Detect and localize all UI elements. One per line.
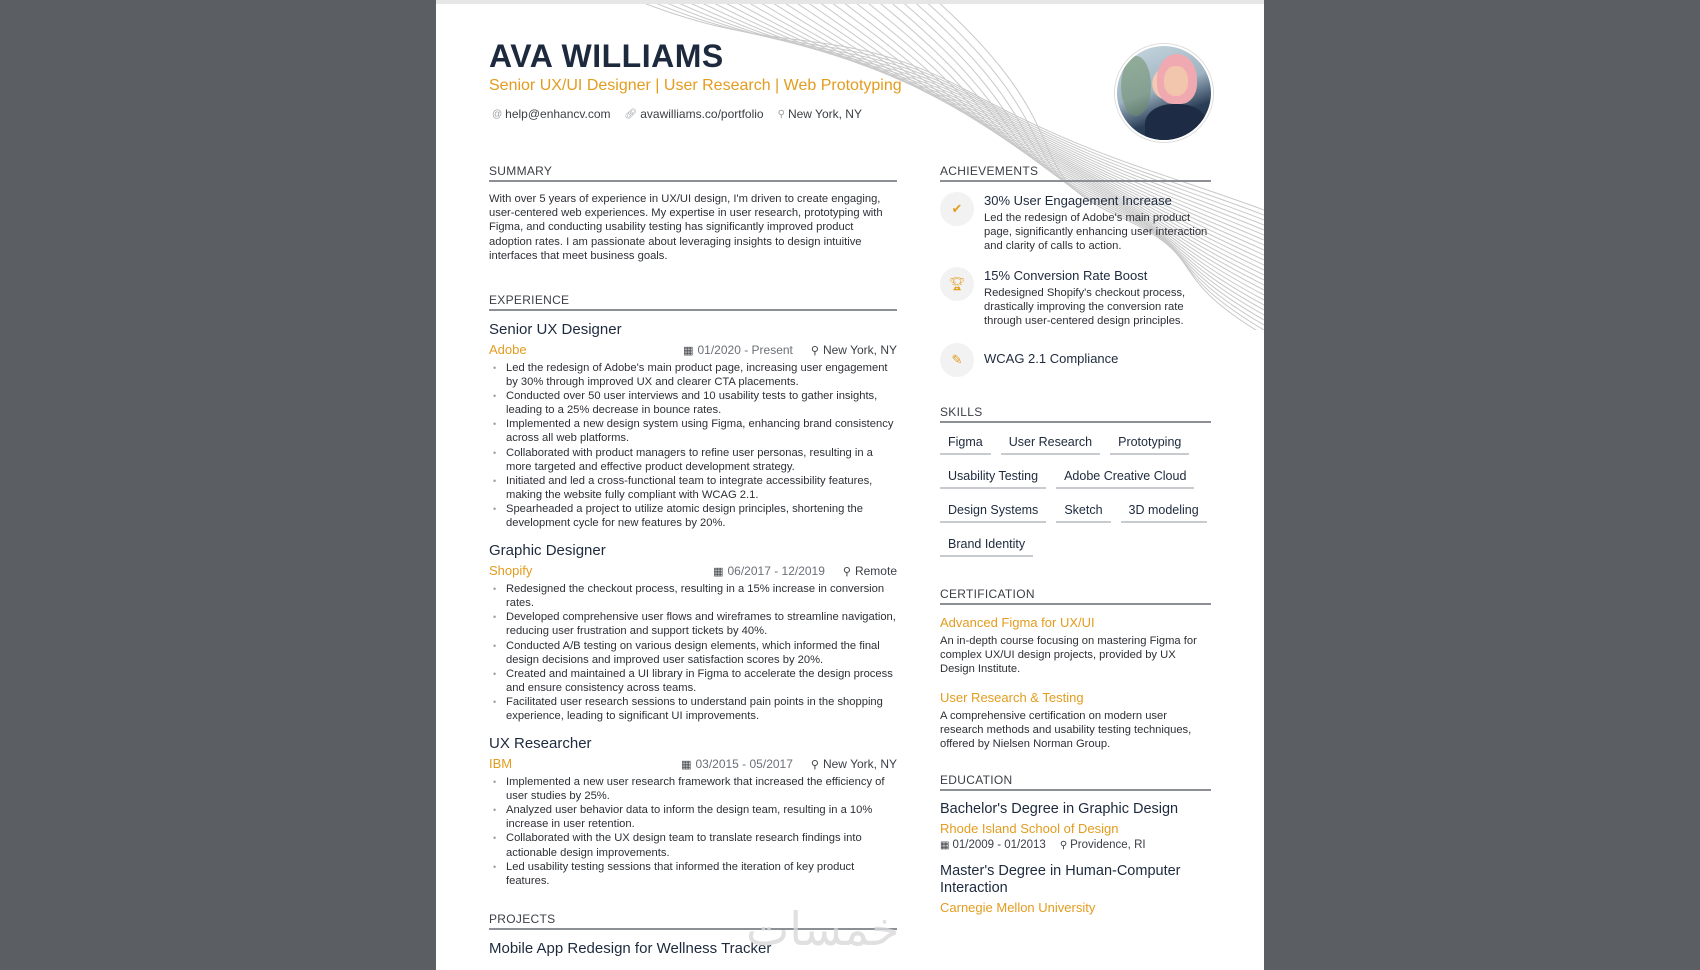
job-meta <box>489 342 897 357</box>
candidate-headline: Senior UX/UI Designer | User Research | Web Prototyping <box>489 77 902 94</box>
achievement-title: 15% Conversion Rate Boost <box>984 268 1148 284</box>
job-entry <box>489 542 897 723</box>
at-icon: @ <box>492 108 503 120</box>
education-dates-text: 01/2009 - 01/2013 <box>952 839 1046 852</box>
job-location <box>811 757 897 771</box>
education-heading: EDUCATION <box>940 773 1211 791</box>
resume-page <box>436 0 1264 970</box>
achievement-body <box>984 350 1118 369</box>
bullet-item: • Collaborated with the UX design team to translate research findings into actionable design improvements. <box>489 831 897 859</box>
achievement-body <box>984 267 1211 328</box>
profile-photo <box>1115 44 1213 142</box>
job-location <box>811 343 897 357</box>
job-dates-text: 06/2017 - 12/2019 <box>727 563 825 578</box>
achievement-item <box>940 267 1211 328</box>
education-item <box>940 863 1211 915</box>
location-pin-icon: ⚲ <box>842 565 851 578</box>
bullet-item: • Conducted over 50 user interviews and 10 usability tests to gather insights, leading to a 25% decrease in bounce rates. <box>489 389 897 417</box>
job-meta <box>489 563 897 578</box>
job-meta <box>489 756 897 771</box>
degree-title: Bachelor's Degree in Graphic Design <box>940 801 1179 818</box>
bullet-item: • Led the redesign of Adobe's main product page, increasing user engagement by 30% through improved UX and clearer CTA placements. <box>489 361 897 389</box>
company-name: Shopify <box>489 563 533 579</box>
link-icon: 🔗︎ <box>624 108 638 120</box>
contact-bar <box>492 107 862 121</box>
school-name: Carnegie Mellon University <box>940 900 1096 916</box>
job-dates-text: 03/2015 - 05/2017 <box>695 756 793 771</box>
skill-tag: Prototyping <box>1110 433 1189 455</box>
job-title: Senior UX Designer <box>489 321 622 339</box>
candidate-name: AVA WILLIAMS <box>489 38 724 74</box>
skill-tag: Adobe Creative Cloud <box>1056 467 1194 489</box>
job-location-text: New York, NY <box>822 342 897 357</box>
skill-tag: Sketch <box>1056 501 1110 523</box>
email-text: help@enhancv.com <box>505 107 611 121</box>
job-bullets <box>489 775 897 888</box>
bullet-item: • Collaborated with product managers to refine user personas, resulting in a more targeted and effective product development strategy. <box>489 446 897 474</box>
achievement-item <box>940 343 1211 377</box>
wand-icon: ✎ <box>940 343 974 377</box>
location-pin-icon: ⚲ <box>1059 840 1068 852</box>
job-title: Graphic Designer <box>489 542 606 560</box>
job-dates <box>681 757 793 771</box>
calendar-icon: ▦ <box>681 758 692 771</box>
job-dates <box>683 343 793 357</box>
calendar-icon: ▦ <box>713 565 724 578</box>
projects-heading: PROJECTS <box>489 912 897 930</box>
company-name: Adobe <box>489 342 527 358</box>
calendar-icon: ▦ <box>683 344 694 357</box>
achievements-heading: ACHIEVEMENTS <box>940 164 1211 182</box>
school-name: Rhode Island School of Design <box>940 821 1119 837</box>
job-location-text: New York, NY <box>822 756 897 771</box>
bullet-item: • Created and maintained a UI library in Figma to accelerate the design process and ensure consistency across teams. <box>489 667 897 695</box>
left-column <box>489 164 900 957</box>
certification-item <box>940 690 1211 751</box>
summary-text: With over 5 years of experience in UX/UI design, I'm driven to create engaging, user-centered web experiences. My expertise in user research, prototyping with Figma, and conducting usability testing has significantly improved product adoption rates. I am passionate about leveraging insights to design intuitive interfaces that meet business goals. <box>489 193 883 262</box>
skill-tag: 3D modeling <box>1121 501 1207 523</box>
certification-heading: CERTIFICATION <box>940 587 1211 605</box>
skills-list <box>940 433 1211 557</box>
bullet-item: • Facilitated user research sessions to understand pain points in the shopping experience, leading to significant UI improvements. <box>489 695 897 723</box>
certification-title: User Research & Testing <box>940 689 1084 705</box>
education-dates <box>940 839 1046 851</box>
skill-tag: User Research <box>1001 433 1100 455</box>
bullet-item: • Redesigned the checkout process, resulting in a 15% increase in conversion rates. <box>489 582 897 610</box>
job-location-text: Remote <box>854 563 897 578</box>
achievement-title: WCAG 2.1 Compliance <box>984 351 1119 367</box>
education-location-text: Providence, RI <box>1070 839 1146 852</box>
check-icon: ✔ <box>940 192 974 226</box>
project-title: Mobile App Redesign for Wellness Tracker <box>489 939 772 957</box>
job-location <box>843 564 897 578</box>
achievement-description: Redesigned Shopify's checkout process, drastically improving the conversion rate through user-centered design principles. <box>984 287 1186 328</box>
certification-title: Advanced Figma for UX/UI <box>940 614 1095 630</box>
skill-tag: Figma <box>940 433 991 455</box>
degree-title: Master's Degree in Human-Computer Interaction <box>940 863 1181 897</box>
bullet-item: • Conducted A/B testing on various design elements, which informed the final design decisions and improved user satisfaction scores by 20%. <box>489 639 897 667</box>
bullet-item: • Analyzed user behavior data to inform the design team, resulting in a 10% increase in user retention. <box>489 803 897 831</box>
job-meta-right <box>713 564 897 578</box>
job-title: UX Researcher <box>489 735 592 753</box>
right-column <box>940 164 1211 927</box>
location-pin-icon: ⚲ <box>810 344 819 357</box>
certification-description: An in-depth course focusing on mastering Figma for complex UX/UI design projects, provided by UX Design Institute. <box>940 634 1197 675</box>
education-meta <box>940 839 1211 851</box>
achievement-description: Led the redesign of Adobe's main product page, significantly enhancing user interaction and clarity of calls to action. <box>984 212 1208 253</box>
contact-location <box>778 107 862 121</box>
achievement-title: 30% User Engagement Increase <box>984 193 1172 208</box>
education-location <box>1060 839 1146 851</box>
job-entry <box>489 735 897 888</box>
location-text: New York, NY <box>787 107 862 121</box>
skill-tag: Brand Identity <box>940 535 1033 557</box>
skills-heading: SKILLS <box>940 405 1211 423</box>
contact-website[interactable] <box>625 107 764 121</box>
certification-item <box>940 615 1211 676</box>
bullet-item: • Initiated and led a cross-functional team to integrate accessibility features, making the website fully compliant with WCAG 2.1. <box>489 474 897 502</box>
website-text: avawilliams.co/portfolio <box>640 107 764 121</box>
location-pin-icon: ⚲ <box>810 758 819 771</box>
job-dates-text: 01/2020 - Present <box>697 342 793 357</box>
company-name: IBM <box>489 756 513 772</box>
bullet-item: • Implemented a new design system using Figma, enhancing brand consistency across all web platforms. <box>489 417 897 445</box>
watermark-logo: خمسات <box>746 902 900 956</box>
summary-heading: SUMMARY <box>489 164 897 182</box>
job-bullets <box>489 582 897 723</box>
education-list <box>940 801 1211 915</box>
contact-email[interactable] <box>492 107 611 121</box>
bullet-item: • Spearheaded a project to utilize atomic design principles, shortening the development cycle for new features by 20%. <box>489 502 897 530</box>
skill-tag: Usability Testing <box>940 467 1046 489</box>
bullet-item: • Developed comprehensive user flows and wireframes to streamline navigation, reducing user frustration and support tickets by 40%. <box>489 610 897 638</box>
certification-list <box>940 615 1211 752</box>
achievement-body <box>984 192 1211 253</box>
job-meta-right <box>683 343 897 357</box>
experience-list <box>489 321 897 888</box>
achievement-item <box>940 192 1211 253</box>
achievements-list <box>940 192 1211 377</box>
job-entry <box>489 321 897 530</box>
job-bullets <box>489 361 897 530</box>
education-item <box>940 801 1211 851</box>
location-pin-icon: ⚲ <box>777 108 785 120</box>
experience-heading: EXPERIENCE <box>489 293 897 311</box>
bullet-item: • Implemented a new user research framework that increased the efficiency of user studies by 25%. <box>489 775 897 803</box>
certification-description: A comprehensive certification on modern user research methods and usability testing techniques, offered by Nielsen Norman Group. <box>940 709 1192 751</box>
job-meta-right <box>681 757 897 771</box>
calendar-icon: ▦ <box>940 840 950 852</box>
job-dates <box>713 564 825 578</box>
bullet-item: • Led usability testing sessions that informed the iteration of key product features. <box>489 860 897 888</box>
skill-tag: Design Systems <box>940 501 1046 523</box>
trophy-icon: 🏆︎ <box>940 267 974 301</box>
